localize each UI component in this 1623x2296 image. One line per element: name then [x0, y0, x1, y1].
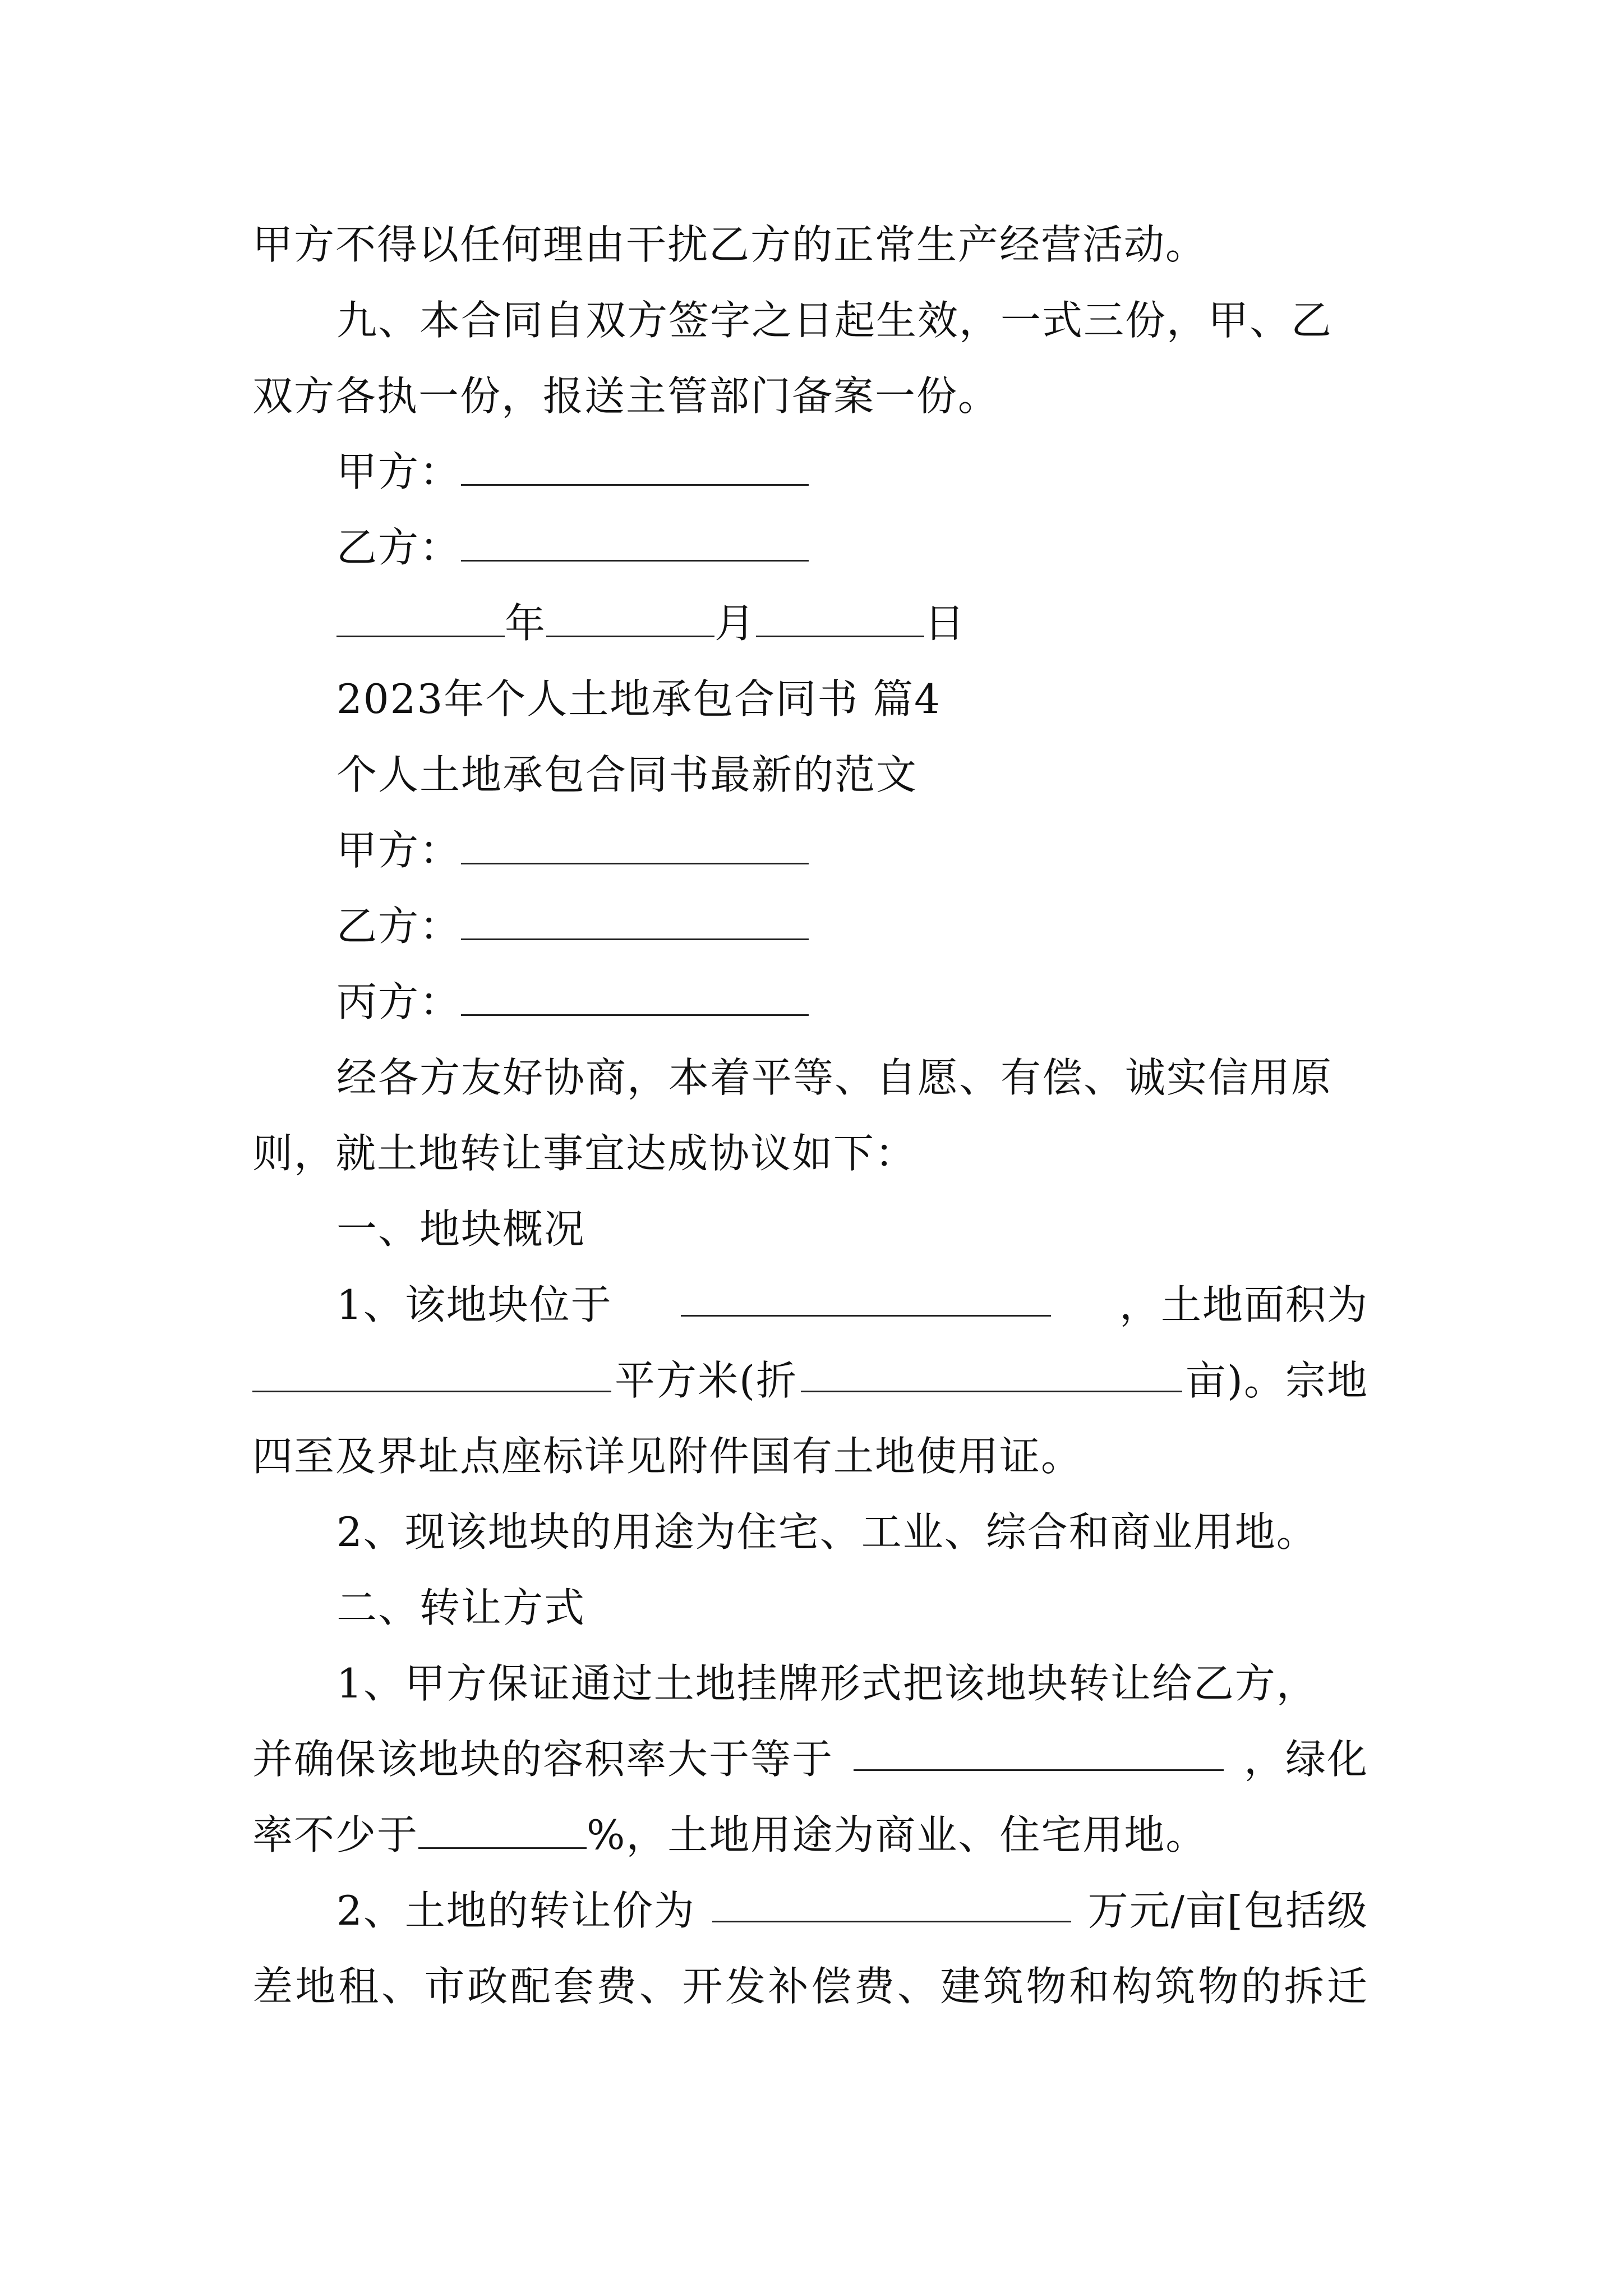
section-1-heading: 一、地块概况: [336, 1205, 586, 1253]
document-title: 个人土地承包合同书最新的范文: [336, 751, 918, 798]
signature-party-b: [336, 522, 809, 573]
clause-9-line2: 双方各执一份，报送主管部门备案一份。: [252, 372, 1000, 420]
land-use-text: %，土地用途为商业、住宅用地。: [587, 1811, 1207, 1858]
mu-label: 亩)。宗地: [1185, 1357, 1368, 1404]
location-blank[interactable]: [681, 1279, 1051, 1317]
party-b-label: 乙方：: [336, 524, 462, 571]
clause-9-line1: 九、本合同自双方签字之日起生效，一式三份，甲、乙: [336, 297, 1333, 344]
party-a-blank[interactable]: [461, 448, 809, 486]
day-blank[interactable]: [756, 600, 924, 637]
party-b-field: [336, 900, 809, 952]
section-heading: 2023年个人土地承包合同书 篇4: [336, 675, 941, 723]
intro-line2: 则，就土地转让事宜达成协议如下：: [252, 1130, 917, 1177]
mu-blank[interactable]: [801, 1355, 1182, 1392]
s2-item2-line1: [336, 1885, 1368, 1936]
price-label: 2、土地的转让价为: [336, 1887, 695, 1934]
price-unit-text: 万元/亩[包括级: [1087, 1887, 1368, 1934]
s1-item1-line1: [336, 1279, 1368, 1331]
party-a2-blank[interactable]: [461, 827, 809, 864]
s1-item1-line2: [252, 1355, 1368, 1406]
section-2-heading: 二、转让方式: [336, 1584, 586, 1631]
s1-item1-line3: 四至及界址点座标详见附件国有土地使用证。: [252, 1433, 1083, 1480]
intro-line1: 经各方友好协商，本着平等、自愿、有偿、诚实信用原: [336, 1054, 1333, 1101]
s2-item1-line2: [252, 1733, 1368, 1785]
month-blank[interactable]: [546, 600, 714, 637]
party-a-field: [336, 825, 809, 876]
s2-item1-line1: 1、甲方保证通过土地挂牌形式把该地块转让给乙方，: [336, 1660, 1318, 1707]
party-c-label: 丙方：: [336, 978, 462, 1025]
date-line: [336, 597, 966, 649]
s2-item2-line2: 差地租、市政配套费、开发补偿费、建筑物和构筑物的拆迁: [252, 1963, 1368, 2010]
plot-ratio-blank[interactable]: [854, 1733, 1224, 1771]
price-blank[interactable]: [712, 1885, 1071, 1922]
party-b-blank[interactable]: [461, 524, 809, 562]
month-label: 月: [714, 600, 757, 647]
area-label: ，土地面积为: [1119, 1281, 1368, 1328]
signature-party-a: [336, 446, 809, 498]
sqm-label: 平方米(折: [614, 1357, 798, 1404]
party-c-blank[interactable]: [461, 978, 809, 1016]
green-rate-label: 率不少于: [252, 1811, 419, 1858]
party-b2-blank[interactable]: [461, 903, 809, 940]
location-label: 1、该地块位于: [336, 1281, 612, 1328]
day-label: 日: [924, 600, 966, 647]
clause-8-end: 甲方不得以任何理由干扰乙方的正常生产经营活动。: [252, 221, 1207, 268]
green-label: ，绿化: [1243, 1736, 1368, 1783]
year-label: 年: [505, 600, 547, 647]
party-c-field: [336, 976, 809, 1028]
green-rate-blank[interactable]: [418, 1811, 587, 1849]
s1-item2: 2、现该地块的用途为住宅、工业、综合和商业用地。: [336, 1508, 1318, 1556]
s2-item1-line3: [252, 1809, 1207, 1861]
party-a-label: 甲方：: [336, 448, 462, 495]
plot-ratio-label: 并确保该地块的容积率大于等于: [252, 1736, 834, 1783]
sqm-blank[interactable]: [252, 1355, 611, 1392]
party-b2-label: 乙方：: [336, 903, 462, 950]
year-blank[interactable]: [336, 600, 505, 637]
party-a2-label: 甲方：: [336, 827, 462, 874]
